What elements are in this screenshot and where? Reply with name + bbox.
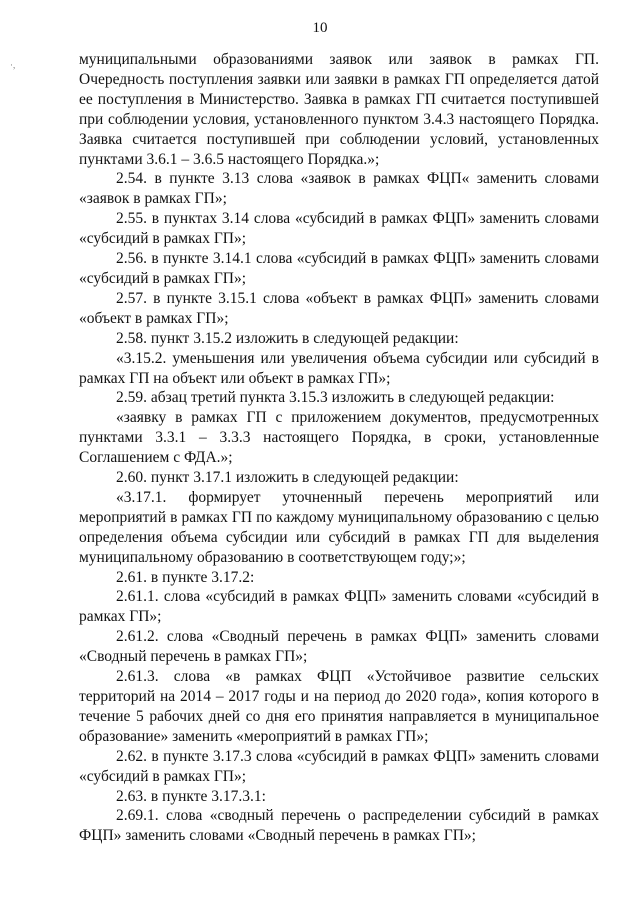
paragraph: 2.61. в пункте 3.17.2: bbox=[116, 568, 255, 586]
margin-mark: ·, bbox=[10, 60, 16, 70]
paragraph: «заявку в рамках ГП с приложением документов, предусмотренных пунктами 3.3.1 – 3.3.3 настоящего Порядка, в сроки, установленные Соглашением с ФДА.»; bbox=[79, 409, 599, 467]
paragraph: 2.69.1. слова «сводный перечень о распределении субсидий в рамках ФЦП» заменить словами «Сводный перечень в рамках ГП»; bbox=[79, 807, 599, 845]
paragraph: 2.62. в пункте 3.17.3 слова «субсидий в рамках ФЦП» заменить словами «субсидий в рамках ГП»; bbox=[79, 747, 599, 785]
paragraph: 2.58. пункт 3.15.2 изложить в следующей редакции: bbox=[116, 329, 459, 347]
paragraph: 2.61.2. слова «Сводный перечень в рамках ФЦП» заменить словами «Сводный перечень в рамках ГП»; bbox=[79, 628, 599, 666]
paragraph: 2.60. пункт 3.17.1 изложить в следующей редакции: bbox=[116, 469, 459, 487]
paragraph: 2.61.1. слова «субсидий в рамках ФЦП» заменить словами «субсидий в рамках ГП»; bbox=[79, 588, 599, 626]
paragraph: 2.56. в пункте 3.14.1 слова «субсидий в рамках ФЦП» заменить словами «субсидий в рамках ГП»; bbox=[79, 250, 599, 287]
paragraph: 2.61.3. слова «в рамках ФЦП «Устойчивое развитие сельских территорий на 2014 – 2017 годы и на период до 2020 года», копия которого в течение 5 рабочих дней со дня его принятия направляется в муниципальное образование» заменить «мероприятий в рамках ГП»; bbox=[79, 668, 599, 745]
paragraph: 2.59. абзац третий пункта 3.15.3 изложить в следующей редакции: bbox=[116, 389, 555, 407]
paragraph: «3.15.2. уменьшения или увеличения объема субсидии или субсидий в рамках ГП на объект или объект в рамках ГП»; bbox=[79, 349, 599, 387]
paragraph: 2.57. в пункте 3.15.1 слова «объект в рамках ФЦП» заменить словами «объект в рамках ГП»; bbox=[79, 289, 599, 327]
paragraph: 2.55. в пунктах 3.14 слова «субсидий в рамках ФЦП» заменить словами «субсидий в рамках ГП»; bbox=[79, 210, 599, 248]
paragraph: муниципальными образованиями заявок или заявок в рамках ГП. Очередность поступления заявки или заявки в рамках ГП определяется датой ее поступления в Министерство. Заявка в рамках ГП считается поступившей при соблюдении условия, установленного пунктом 3.4.3 настоящего Порядка. Заявка считается поступившей при соблюдении условий, установленных пунктами 3.6.1 – 3.6.5 настоящего Порядка.»; bbox=[79, 51, 599, 168]
document-body bbox=[79, 50, 599, 846]
paragraph: 2.63. в пункте 3.17.3.1: bbox=[116, 787, 266, 805]
page-number: 10 bbox=[312, 20, 328, 36]
paragraph: «3.17.1. формирует уточненный перечень мероприятий или мероприятий в рамках ГП по каждому муниципальному образованию с целью определения объема субсидии или субсидий в рамках ГП для выделения муниципальному образованию в соответствующем году;»; bbox=[79, 488, 599, 566]
paragraph: 2.54. в пункте 3.13 слова «заявок в рамках ФЦП« заменить словами «заявок в рамках ГП»; bbox=[79, 170, 599, 208]
